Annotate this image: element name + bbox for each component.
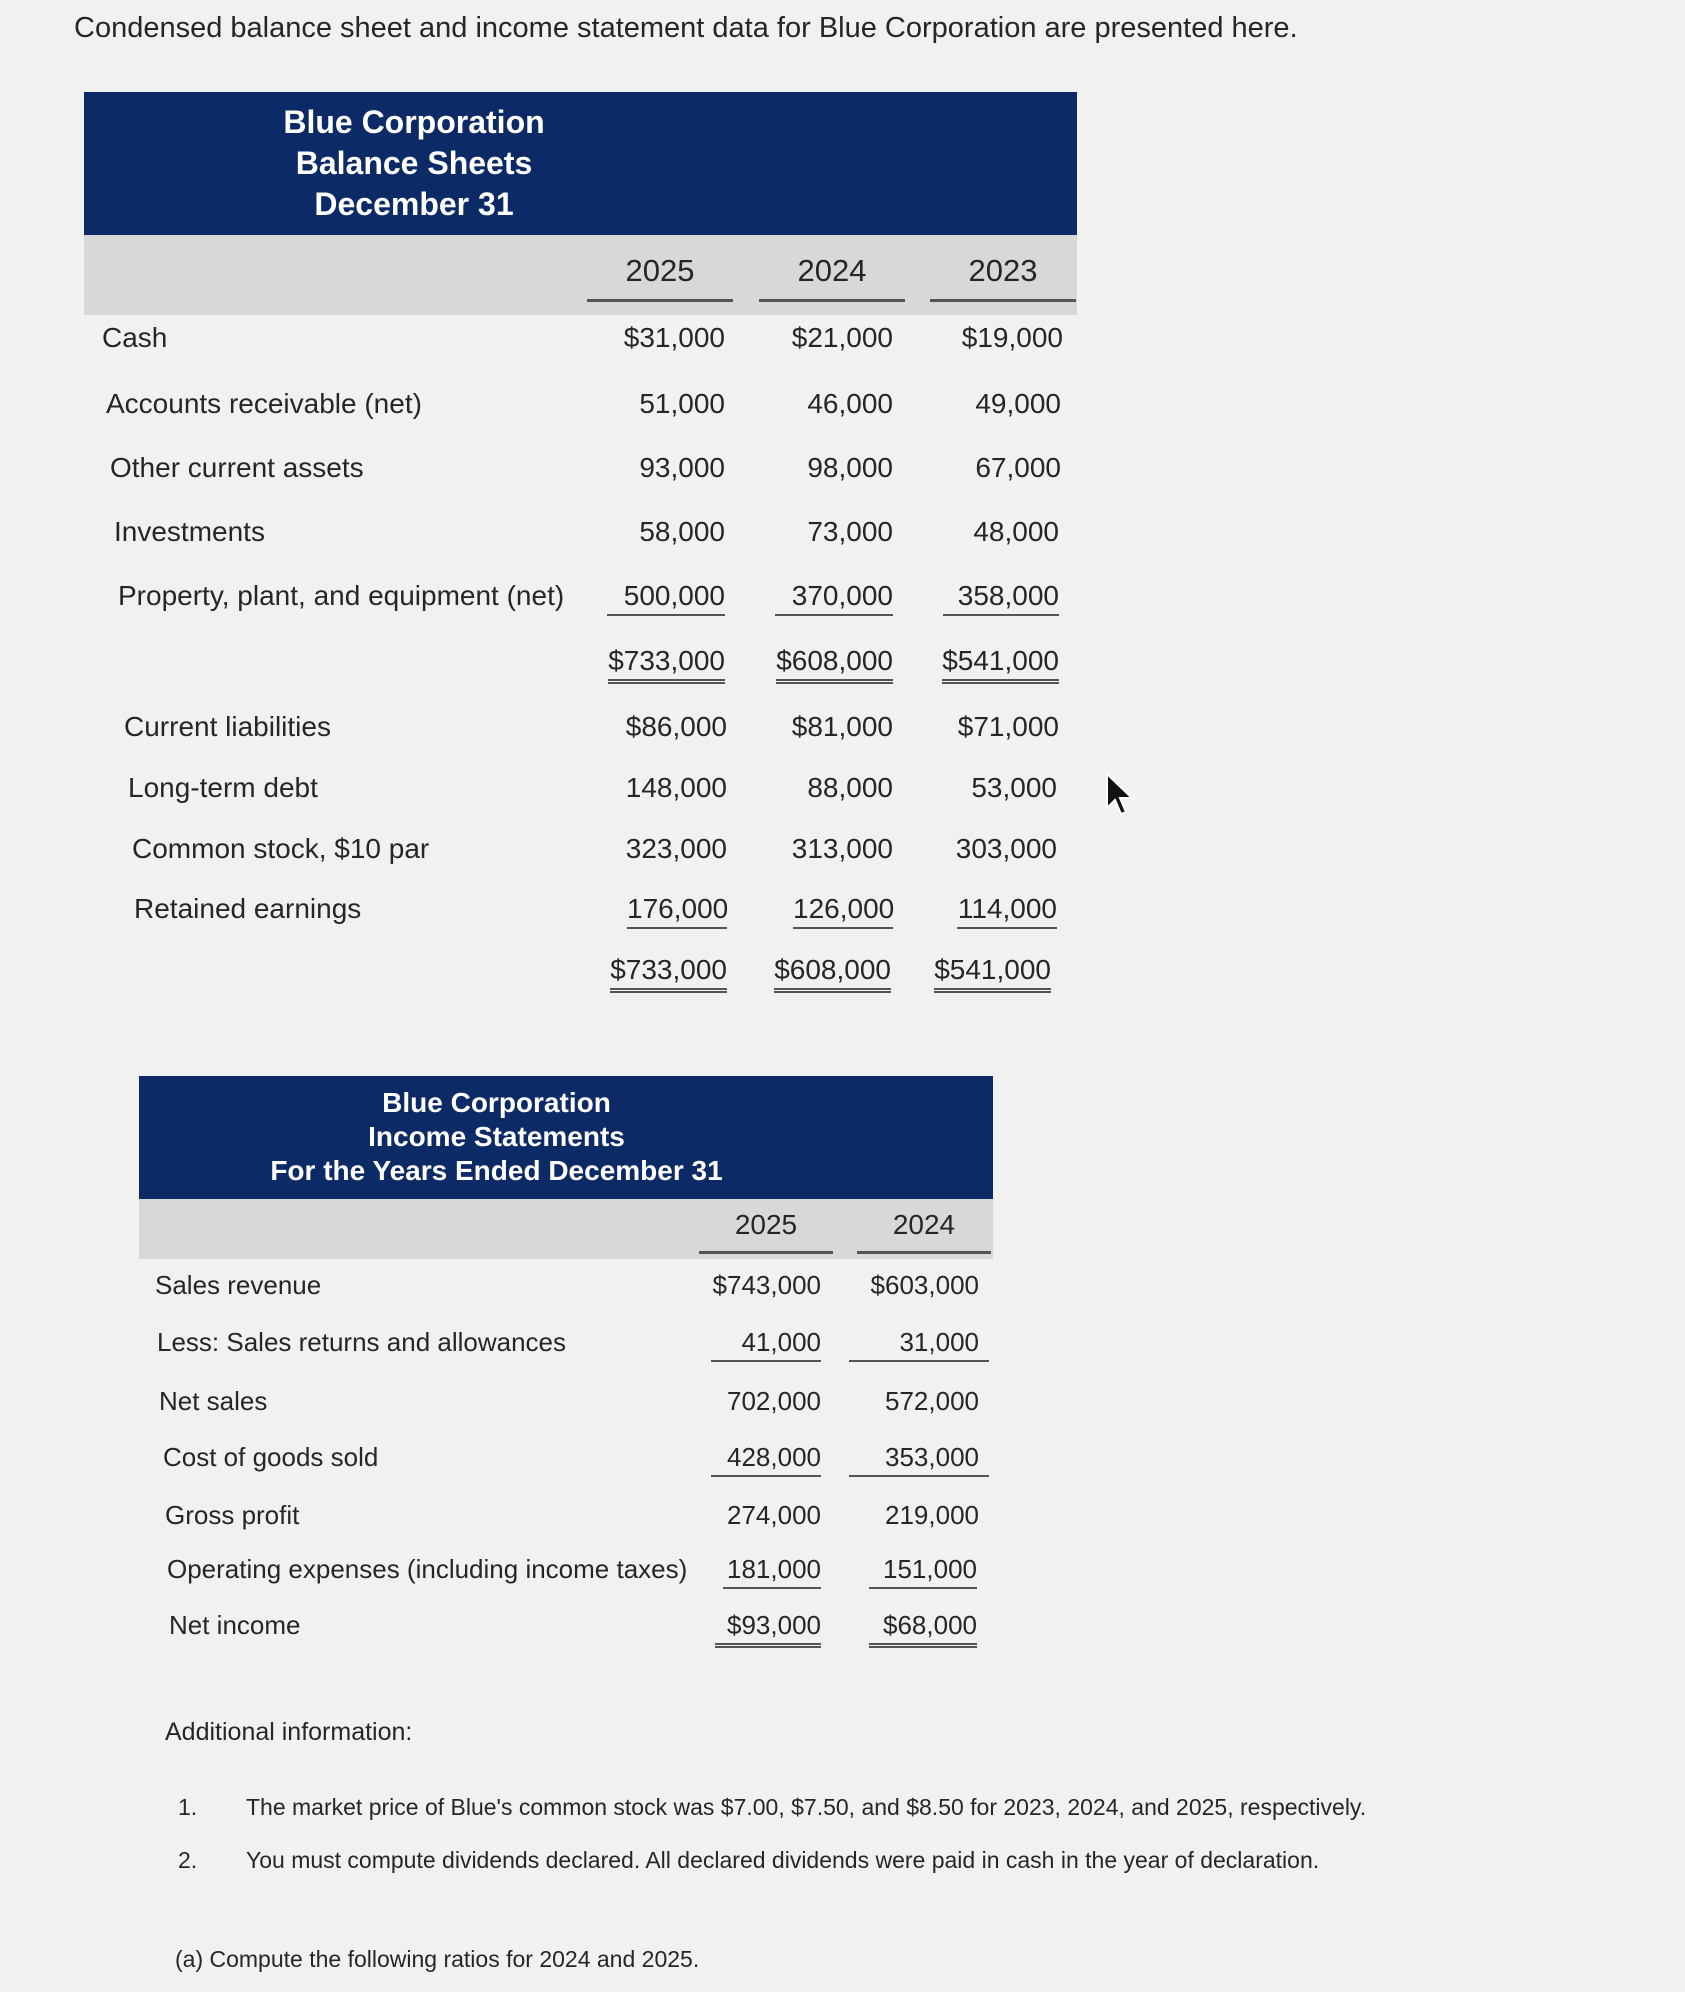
bs-value-2025: 93,000 [639, 452, 725, 483]
income-statement-header [139, 1076, 993, 1199]
bs-value-2023: 49,000 [975, 388, 1061, 419]
bs-value-2024: 370,000 [775, 580, 893, 616]
bs-value-2025: $31,000 [623, 322, 725, 353]
bs-value-2024: $608,000 [774, 954, 891, 993]
bs-label: Retained earnings [134, 893, 362, 924]
is-value-2025: 428,000 [711, 1442, 821, 1477]
is-value-2024: $68,000 [869, 1610, 977, 1648]
bs-value-2025: 500,000 [607, 580, 725, 616]
is-value-2024: 31,000 [849, 1327, 989, 1362]
bs-value-2023: 67,000 [975, 452, 1061, 483]
intro-text: Condensed balance sheet and income statement data for Blue Corporation are presented here. [74, 12, 1298, 44]
bs-value-2023: $541,000 [942, 645, 1059, 684]
bs-value-2024: 88,000 [807, 772, 893, 803]
bs-value-2023: $19,000 [961, 322, 1063, 353]
additional-info-heading: Additional information: [165, 1718, 413, 1746]
is-label: Net sales [159, 1386, 268, 1416]
is-title-company: Blue Corporation [382, 1087, 611, 1118]
bs-year-2023: 2023 [930, 253, 1076, 302]
is-label: Less: Sales returns and allowances [157, 1327, 567, 1357]
bs-title-date: December 31 [314, 186, 514, 222]
is-value-2025: 274,000 [727, 1500, 821, 1530]
bs-value-2024: $21,000 [791, 322, 893, 353]
bs-value-2025: 176,000 [627, 893, 727, 929]
is-year-2024: 2024 [857, 1209, 991, 1254]
is-title-period: For the Years Ended December 31 [270, 1155, 723, 1186]
note-text: The market price of Blue's common stock was $7.00, $7.50, and $8.50 for 2023, 2024, and 2025, respectively. [246, 1794, 1367, 1820]
bs-label: Investments [114, 516, 265, 547]
bs-value-2025: 323,000 [625, 833, 727, 864]
bs-value-2023: 358,000 [943, 580, 1059, 616]
is-value-2025: $93,000 [715, 1610, 821, 1648]
is-value-2025: 181,000 [723, 1554, 821, 1589]
bs-label: Common stock, $10 par [132, 833, 430, 864]
bs-value-2024: 73,000 [807, 516, 893, 547]
bs-value-2025: $733,000 [610, 954, 727, 993]
part-a-instruction: (a) Compute the following ratios for 2024 and 2025. [175, 1946, 700, 1972]
bs-value-2025: 51,000 [639, 388, 725, 419]
note-2 [178, 1847, 1319, 1874]
is-label: Net income [169, 1610, 301, 1640]
is-value-2025: 41,000 [711, 1327, 821, 1362]
is-value-2024: $603,000 [870, 1270, 979, 1300]
bs-title-statement: Balance Sheets [295, 145, 533, 181]
balance-sheet-header [84, 92, 1077, 235]
note-text: You must compute dividends declared. All declared dividends were paid in cash in the year of declaration. [246, 1847, 1320, 1873]
is-label: Cost of goods sold [163, 1442, 379, 1472]
bs-value-2024: 313,000 [791, 833, 893, 864]
bs-value-2024: 46,000 [807, 388, 893, 419]
is-label: Gross profit [165, 1500, 300, 1530]
note-number: 1. [178, 1794, 198, 1820]
bs-value-2023: 48,000 [973, 516, 1059, 547]
bs-value-2024: $608,000 [776, 645, 893, 684]
bs-value-2024: 126,000 [793, 893, 893, 929]
bs-label: Accounts receivable (net) [106, 388, 422, 419]
bs-year-header [84, 235, 1077, 315]
is-value-2024: 219,000 [885, 1500, 979, 1530]
bs-label: Current liabilities [124, 711, 331, 742]
is-value-2025: $743,000 [712, 1270, 821, 1300]
is-value-2025: 702,000 [727, 1386, 821, 1416]
bs-label: Long-term debt [128, 772, 318, 803]
bs-label: Cash [102, 322, 168, 353]
bs-value-2024: 98,000 [807, 452, 893, 483]
bs-value-2023: 114,000 [957, 893, 1057, 929]
mouse-pointer-icon [1105, 772, 1137, 818]
is-value-2024: 572,000 [885, 1386, 979, 1416]
is-label: Operating expenses (including income taxes) [167, 1554, 688, 1584]
bs-value-2025: 148,000 [625, 772, 727, 803]
bs-value-2023: $71,000 [957, 711, 1059, 742]
balance-sheet [84, 92, 1077, 985]
bs-label: Other current assets [110, 452, 364, 483]
bs-label: Property, plant, and equipment (net) [118, 580, 565, 611]
is-year-header [139, 1199, 993, 1259]
income-statement [139, 1076, 993, 1640]
bs-value-2024: $81,000 [791, 711, 893, 742]
bs-year-2025: 2025 [587, 253, 733, 302]
bs-year-2024: 2024 [759, 253, 905, 302]
bs-value-2023: 53,000 [971, 772, 1057, 803]
bs-value-2025: $733,000 [608, 645, 725, 684]
note-number: 2. [178, 1847, 198, 1873]
bs-value-2023: $541,000 [934, 954, 1051, 993]
note-1 [178, 1794, 1366, 1821]
bs-value-2023: 303,000 [955, 833, 1057, 864]
bs-title-company: Blue Corporation [283, 104, 545, 140]
is-year-2025: 2025 [699, 1209, 833, 1254]
is-value-2024: 151,000 [869, 1554, 977, 1589]
is-label: Sales revenue [155, 1270, 322, 1300]
is-title-statement: Income Statements [368, 1121, 625, 1152]
bs-value-2025: 58,000 [639, 516, 725, 547]
bs-value-2025: $86,000 [625, 711, 727, 742]
is-value-2024: 353,000 [849, 1442, 989, 1477]
